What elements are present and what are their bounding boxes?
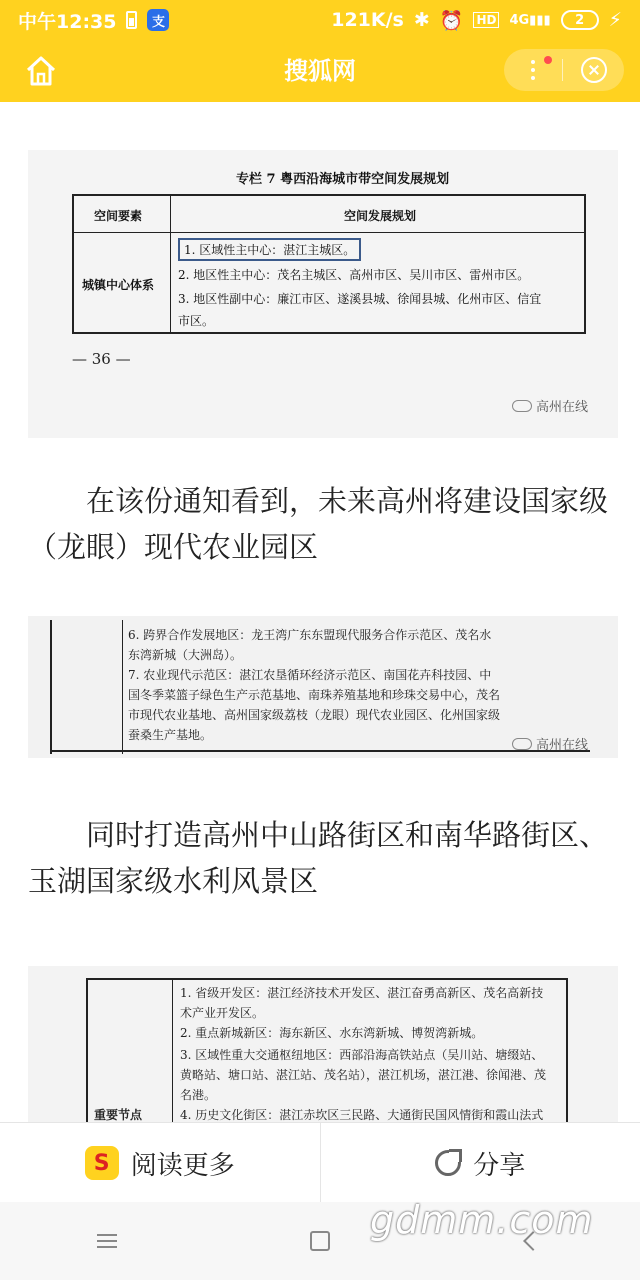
article-image-2 bbox=[28, 616, 618, 758]
sohu-logo-icon: S bbox=[85, 1146, 119, 1180]
status-time: 中午12:35 bbox=[18, 10, 117, 33]
alipay-icon: 支 bbox=[147, 9, 169, 31]
table-line: 3. 区域性重大交通枢纽地区：西部沿海高铁站点（吴川站、塘缀站、 bbox=[180, 1048, 544, 1062]
table-line: 2. 重点新城新区：海东新区、水东湾新城、博贺湾新城。 bbox=[180, 1026, 484, 1040]
image-watermark: 高州在线 bbox=[512, 734, 588, 753]
image-watermark: 高州在线 bbox=[512, 396, 588, 415]
col-header-plan: 空间发展规划 bbox=[344, 209, 417, 223]
nav-bar bbox=[0, 40, 640, 102]
table-line: 名港。 bbox=[180, 1088, 217, 1102]
alarm-icon: ⏰ bbox=[439, 9, 464, 32]
notification-dot bbox=[544, 56, 552, 64]
signal-icon: 4G▮▮▮ bbox=[509, 12, 551, 28]
square-icon bbox=[310, 1231, 330, 1251]
row-label: 城镇中心体系 bbox=[82, 278, 155, 292]
battery-saver-icon bbox=[126, 11, 137, 29]
row-label: 重要节点 bbox=[94, 1108, 143, 1122]
bottom-action-bar bbox=[0, 1122, 640, 1203]
home-system-button[interactable] bbox=[290, 1221, 350, 1261]
table-line: 1. 省级开发区：湛江经济技术开发区、湛江奋勇高新区、茂名高新技 bbox=[180, 986, 544, 1000]
menu-icon bbox=[97, 1234, 117, 1248]
close-icon bbox=[581, 57, 607, 83]
table-line: 术产业开发区。 bbox=[180, 1006, 265, 1020]
table-line: 市现代农业基地、高州国家级荔枝（龙眼）现代农业园区、化州国家级 bbox=[128, 708, 501, 722]
table-line: 2. 地区性主中心：茂名主城区、高州市区、吴川市区、雷州市区。 bbox=[178, 268, 530, 282]
weibo-icon bbox=[512, 738, 532, 750]
close-button[interactable] bbox=[563, 49, 624, 91]
share-icon bbox=[435, 1150, 461, 1176]
table-line: 6. 跨界合作发展地区：龙王湾广东东盟现代服务合作示范区、茂名水 bbox=[128, 628, 492, 642]
table-line: 黄略站、塘口站、湛江站、茂名站），湛江机场，湛江港、徐闻港、茂 bbox=[180, 1068, 547, 1082]
article-paragraph: 同时打造高州中山路街区和南华路街区、玉湖国家级水利风景区 bbox=[28, 818, 609, 898]
mini-program-capsule bbox=[504, 49, 624, 91]
page-number: — 36 — bbox=[72, 350, 131, 368]
table-line: 国冬季菜篮子绿色生产示范基地、南珠养殖基地和珍珠交易中心，茂名 bbox=[128, 688, 501, 702]
table-line: 1. 区域性主中心：湛江主城区。 bbox=[178, 238, 361, 261]
share-button[interactable]: 分享 bbox=[320, 1123, 640, 1203]
page-title: 搜狐网 bbox=[284, 57, 356, 85]
hd-icon: HD bbox=[473, 12, 499, 28]
weibo-icon bbox=[512, 400, 532, 412]
charging-icon: ⚡ bbox=[608, 9, 622, 31]
table-line: 东湾新城（大洲岛）。 bbox=[128, 648, 243, 662]
more-icon bbox=[531, 60, 535, 80]
image-caption: 专栏 7 粤西沿海城市带空间发展规划 bbox=[236, 172, 450, 187]
site-watermark: gdmm.com bbox=[370, 1198, 594, 1242]
network-speed: 121K/s bbox=[331, 9, 404, 31]
article-paragraph: 在该份通知看到，未来高州将建设国家级（龙眼）现代农业园区 bbox=[28, 484, 609, 564]
table-line: 3. 地区性副中心：廉江市区、遂溪县城、徐闻县城、化州市区、信宜 bbox=[178, 292, 542, 306]
table-line: 4. 历史文化街区：湛江赤坎区三民路、大通街民国风情街和霞山法式 bbox=[180, 1108, 544, 1122]
read-more-button[interactable]: S 阅读更多 bbox=[0, 1123, 320, 1203]
article-image-1 bbox=[28, 150, 618, 438]
table-line: 7. 农业现代示范区：湛江农垦循环经济示范区、南国花卉科技园、中 bbox=[128, 668, 492, 682]
col-header-element: 空间要素 bbox=[94, 209, 143, 223]
more-button[interactable] bbox=[504, 49, 562, 91]
battery-icon: 2 bbox=[561, 10, 599, 30]
table-line: 市区。 bbox=[178, 314, 215, 328]
article-image-3 bbox=[28, 966, 618, 1126]
bluetooth-icon: ✱ bbox=[413, 9, 430, 31]
status-bar bbox=[0, 0, 640, 40]
table-line: 蚕桑生产基地。 bbox=[128, 728, 213, 742]
menu-button[interactable] bbox=[77, 1221, 137, 1261]
plan-table bbox=[72, 194, 586, 334]
